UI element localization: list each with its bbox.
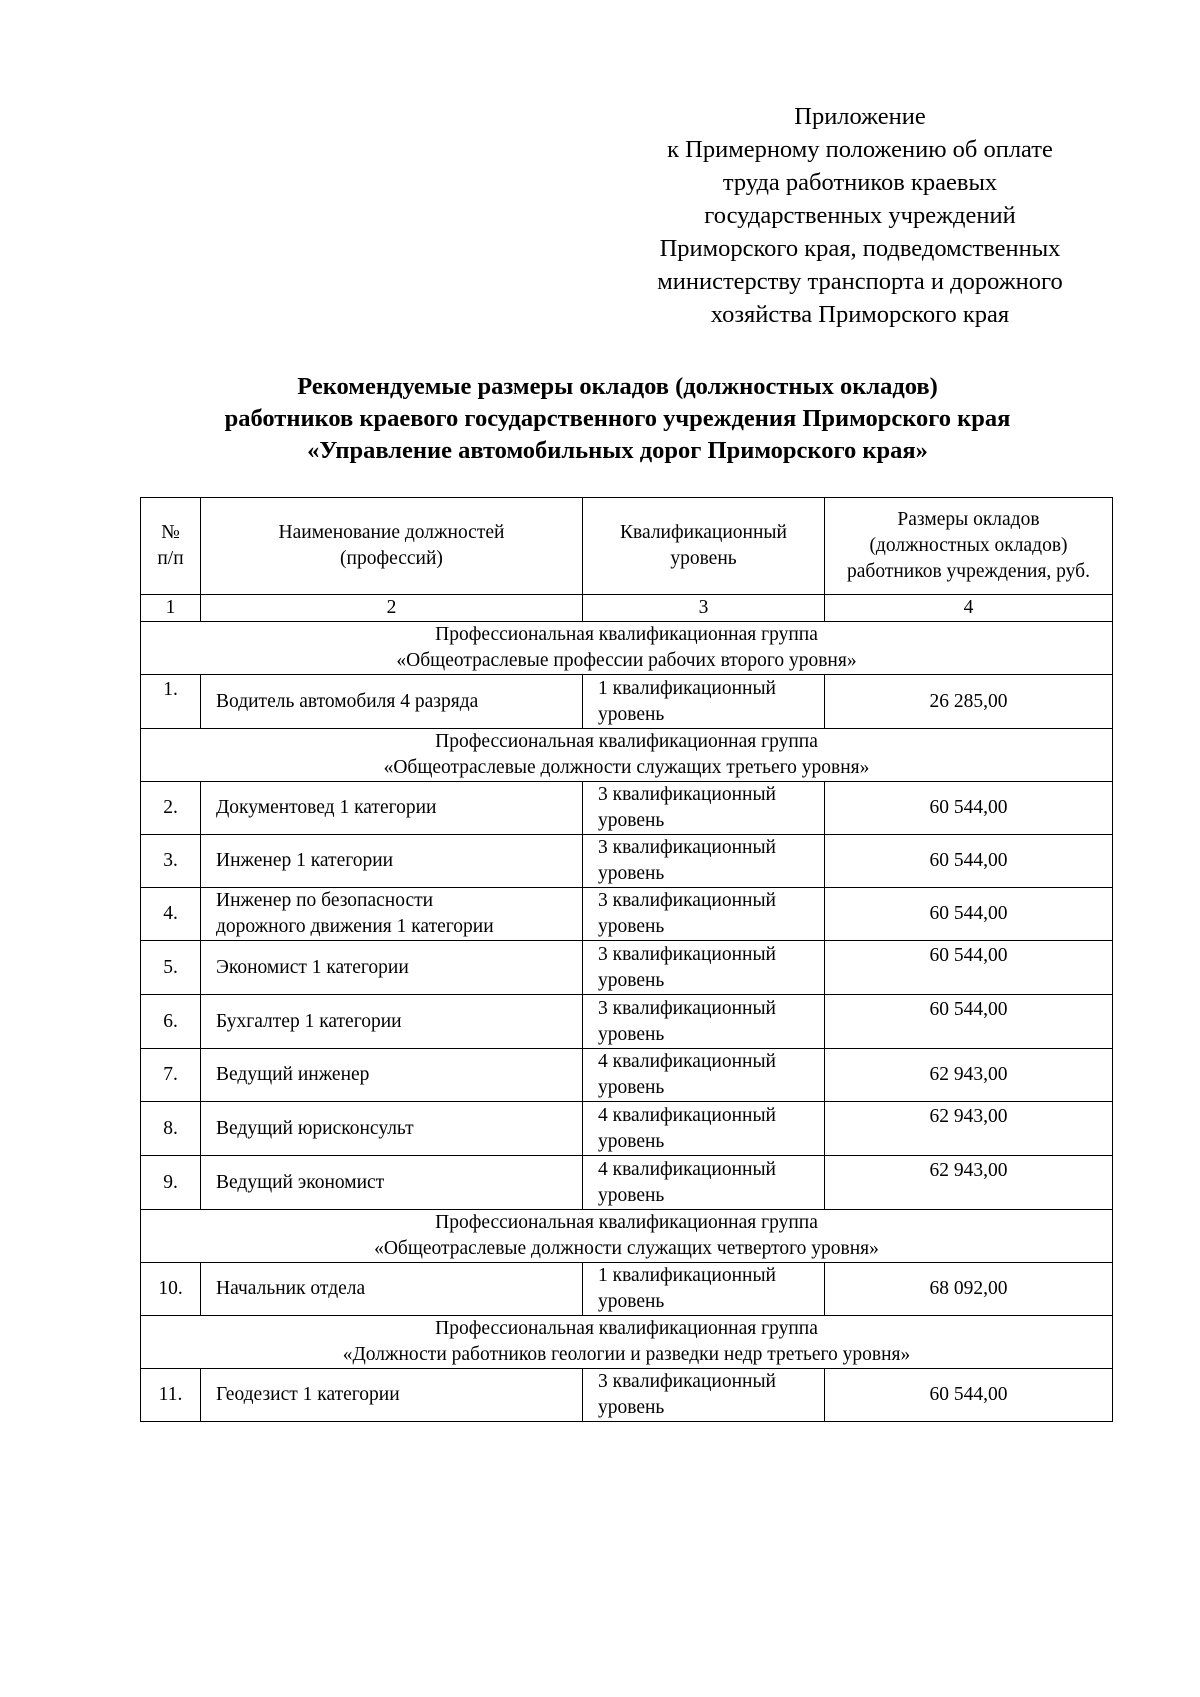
qualification-level [583,835,825,888]
qualification-level-line: 3 квалификационный [598,943,776,965]
group-header-row [141,1210,1113,1263]
qualification-level [583,1049,825,1102]
qualification-level-line: 3 квалификационный [598,1371,776,1392]
qualification-level-line: 4 квалификационный [598,1158,776,1180]
appendix-line: министерству транспорта и дорожного [657,268,1063,295]
group-title-line: Профессиональная квалификационная группа [435,624,818,645]
row-number: 8. [141,1102,201,1156]
salary-table [140,497,1113,1422]
salary-amount: 26 285,00 [825,675,1113,729]
salary-amount: 60 544,00 [825,941,1113,995]
position-name [201,782,583,835]
qualification-level-line: уровень [598,1397,665,1418]
qualification-level-line: уровень [598,863,665,884]
group-title-line: «Общеотраслевые профессии рабочих второго уровня» [396,650,857,671]
table-row [141,782,1113,835]
header-amount-line: Размеры окладов [897,509,1040,530]
row-number: 5. [141,941,201,995]
salary-amount: 60 544,00 [825,782,1113,835]
position-name-line: Бухгалтер 1 категории [216,1010,402,1032]
salary-amount: 62 943,00 [825,1156,1113,1210]
qualification-level [583,1369,825,1422]
appendix-line: Приложение [794,103,926,130]
salary-amount: 60 544,00 [825,888,1113,941]
qualification-level-line: уровень [598,969,665,991]
qualification-level-line: уровень [598,1077,665,1098]
group-title-line: Профессиональная квалификационная группа [435,1318,818,1339]
header-amount-line: работников учреждения, руб. [847,561,1090,582]
appendix-block [590,100,1130,331]
row-number: 2. [141,782,201,835]
group-title [141,1210,1113,1263]
salary-amount: 68 092,00 [825,1263,1113,1316]
qualification-level [583,1102,825,1156]
salary-amount: 60 544,00 [825,995,1113,1049]
salary-amount: 62 943,00 [825,1049,1113,1102]
table-row [141,1156,1113,1210]
title-line: работников краевого государственного учреждения Приморского края [224,405,1011,432]
qualification-level-line: уровень [598,1184,665,1206]
qualification-level [583,888,825,941]
group-title [141,622,1113,675]
row-number: 7. [141,1049,201,1102]
qualification-level [583,782,825,835]
position-name-line: Ведущий инженер [216,1064,370,1085]
qualification-level [583,941,825,995]
qualification-level-line: 1 квалификационный [598,677,776,699]
appendix-line: хозяйства Приморского края [710,301,1010,328]
row-number: 3. [141,835,201,888]
qualification-level-line: уровень [598,1130,665,1152]
qualification-level-line: уровень [598,1291,665,1312]
position-name-line: Ведущий юрисконсульт [216,1117,414,1139]
group-title-line: Профессиональная квалификационная группа [435,1212,818,1233]
qualification-level-line: 4 квалификационный [598,1051,776,1072]
position-name-line: Экономист 1 категории [216,956,409,978]
header-amount-line: (должностных окладов) [869,535,1068,556]
title-line: «Управление автомобильных дорог Приморского края» [307,437,928,464]
group-title-line: Профессиональная квалификационная группа [435,731,818,752]
header-num-line: № [161,522,180,543]
qualification-level-line: уровень [598,810,665,831]
qualification-level-line: 3 квалификационный [598,837,776,858]
header-level [583,498,825,595]
position-name-line: Ведущий экономист [216,1171,385,1193]
position-name-line: Документовед 1 категории [216,797,437,818]
row-number: 9. [141,1156,201,1210]
position-name [201,941,583,995]
salary-amount: 62 943,00 [825,1102,1113,1156]
row-number: 1. [141,675,201,729]
position-name [201,675,583,729]
position-name [201,888,583,941]
position-name [201,1049,583,1102]
position-name-line: Начальник отдела [216,1278,366,1299]
appendix-line: к Примерному положению об оплате [667,136,1053,163]
group-title-line: «Общеотраслевые должности служащих третьего уровня» [383,757,870,778]
table-row [141,675,1113,729]
position-name-line: дорожного движения 1 категории [216,916,494,937]
qualification-level [583,1156,825,1210]
table-row [141,941,1113,995]
header-amount [825,498,1113,595]
group-header-row [141,622,1113,675]
position-name [201,1156,583,1210]
document-title [130,371,1105,467]
row-number: 4. [141,888,201,941]
position-name-line: Водитель автомобиля 4 разряда [216,690,479,712]
column-index: 2 [201,595,583,622]
appendix-line: Приморского края, подведомственных [659,235,1061,262]
appendix-line: труда работников краевых [722,169,998,196]
qualification-level [583,1263,825,1316]
qualification-level-line: 3 квалификационный [598,890,776,911]
row-number: 11. [141,1369,201,1422]
group-title [141,1316,1113,1369]
qualification-level-line: 4 квалификационный [598,1104,776,1126]
header-num [141,498,201,595]
table-row [141,1369,1113,1422]
position-name-line: Инженер 1 категории [216,850,394,871]
qualification-level-line: уровень [598,703,665,725]
column-index: 1 [141,595,201,622]
header-name-line: (профессий) [340,548,443,569]
table-row [141,835,1113,888]
qualification-level-line: 3 квалификационный [598,997,776,1019]
qualification-level-line: уровень [598,1023,665,1045]
position-name [201,1102,583,1156]
header-num-line: п/п [157,548,184,569]
row-number: 10. [141,1263,201,1316]
header-name-line: Наименование должностей [278,522,505,543]
position-name-line: Инженер по безопасности [216,890,434,911]
table-row [141,995,1113,1049]
row-number: 6. [141,995,201,1049]
title-line: Рекомендуемые размеры окладов (должностных окладов) [297,373,938,400]
table-row [141,888,1113,941]
qualification-level [583,675,825,729]
position-name [201,1263,583,1316]
table-row [141,1263,1113,1316]
group-title [141,729,1113,782]
header-level-line: Квалификационный [620,522,787,543]
table-row [141,1102,1113,1156]
salary-amount: 60 544,00 [825,835,1113,888]
salary-amount: 60 544,00 [825,1369,1113,1422]
group-title-line: «Общеотраслевые должности служащих четвертого уровня» [374,1238,879,1259]
column-index-row [141,595,1113,622]
appendix-line: государственных учреждений [704,202,1016,229]
position-name [201,835,583,888]
group-header-row [141,729,1113,782]
group-header-row [141,1316,1113,1369]
qualification-level-line: 1 квалификационный [598,1265,776,1286]
position-name-line: Геодезист 1 категории [216,1384,400,1405]
position-name [201,995,583,1049]
table-row [141,1049,1113,1102]
column-index: 3 [583,595,825,622]
column-index: 4 [825,595,1113,622]
qualification-level-line: 3 квалификационный [598,784,776,805]
header-name [201,498,583,595]
position-name [201,1369,583,1422]
table-header-row [141,498,1113,595]
group-title-line: «Должности работников геологии и разведки недр третьего уровня» [342,1344,911,1365]
qualification-level [583,995,825,1049]
header-level-line: уровень [670,548,737,569]
qualification-level-line: уровень [598,916,665,937]
